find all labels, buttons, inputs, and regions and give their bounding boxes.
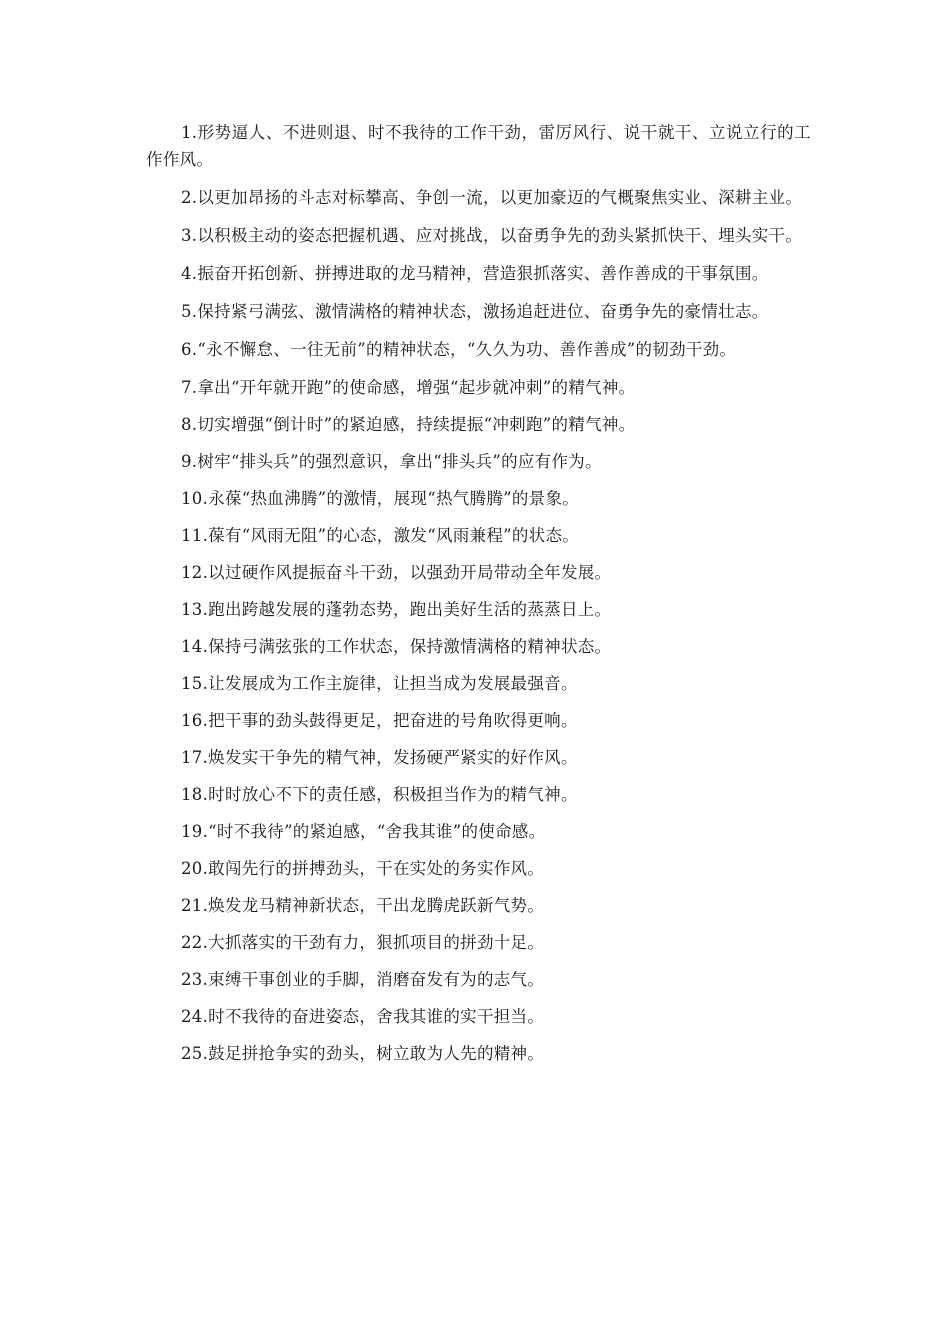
list-item: 10.永葆“热血沸腾”的激情，展现“热气腾腾”的景象。 — [181, 489, 580, 508]
list-item: 22.大抓落实的干劲有力，狠抓项目的拼劲十足。 — [181, 933, 545, 952]
list-item: 4.振奋开拓创新、拼搏进取的龙马精神，营造狠抓落实、善作善成的干事氛围。 — [181, 264, 769, 283]
list-item: 15.让发展成为工作主旋律，让担当成为发展最强音。 — [181, 674, 578, 693]
document-body — [146, 119, 811, 1077]
list-item: 17.焕发实干争先的精气神，发扬硬严紧实的好作风。 — [181, 748, 578, 767]
list-item: 8.切实增强“倒计时”的紧迫感，持续提振“冲刺跑”的精气神。 — [181, 415, 636, 434]
list-item: 25.鼓足拼抢争实的劲头，树立敢为人先的精神。 — [181, 1044, 545, 1063]
list-item: 19.“时不我待”的紧迫感，“舍我其谁”的使命感。 — [181, 822, 546, 841]
list-item: 1.形势逼人、不进则退、时不我待的工作干劲，雷厉风行、说干就干、立说立行的工作作风。 — [146, 123, 811, 169]
list-item: 11.葆有“风雨无阻”的心态，激发“风雨兼程”的状态。 — [181, 526, 580, 545]
list-item: 16.把干事的劲头鼓得更足，把奋进的号角吹得更响。 — [181, 711, 578, 730]
list-item: 7.拿出“开年就开跑”的使命感，增强“起步就冲刺”的精气神。 — [181, 378, 636, 397]
list-item: 13.跑出跨越发展的蓬勃态势，跑出美好生活的蒸蒸日上。 — [181, 600, 612, 619]
list-item: 14.保持弓满弦张的工作状态，保持激情满格的精神状态。 — [181, 637, 612, 656]
list-item: 3.以积极主动的姿态把握机遇、应对挑战，以奋勇争先的劲头紧抓快干、埋头实干。 — [181, 226, 803, 245]
list-item: 5.保持紧弓满弦、激情满格的精神状态，激扬追赶进位、奋勇争先的豪情壮志。 — [181, 302, 769, 321]
list-item: 23.束缚干事创业的手脚，消磨奋发有为的志气。 — [181, 970, 545, 989]
list-item: 9.树牢“排头兵”的强烈意识，拿出“排头兵”的应有作为。 — [181, 452, 602, 471]
list-item: 18.时时放心不下的责任感，积极担当作为的精气神。 — [181, 785, 578, 804]
list-item: 12.以过硬作风提振奋斗干劲，以强劲开局带动全年发展。 — [181, 563, 612, 582]
list-item: 21.焕发龙马精神新状态，干出龙腾虎跃新气势。 — [181, 896, 545, 915]
list-item: 6.“永不懈怠、一往无前”的精神状态，“久久为功、善作善成”的韧劲干劲。 — [181, 340, 737, 359]
list-item: 24.时不我待的奋进姿态，舍我其谁的实干担当。 — [181, 1007, 545, 1026]
list-item: 20.敢闯先行的拼搏劲头，干在实处的务实作风。 — [181, 859, 545, 878]
list-item: 2.以更加昂扬的斗志对标攀高、争创一流，以更加豪迈的气概聚焦实业、深耕主业。 — [181, 188, 803, 207]
